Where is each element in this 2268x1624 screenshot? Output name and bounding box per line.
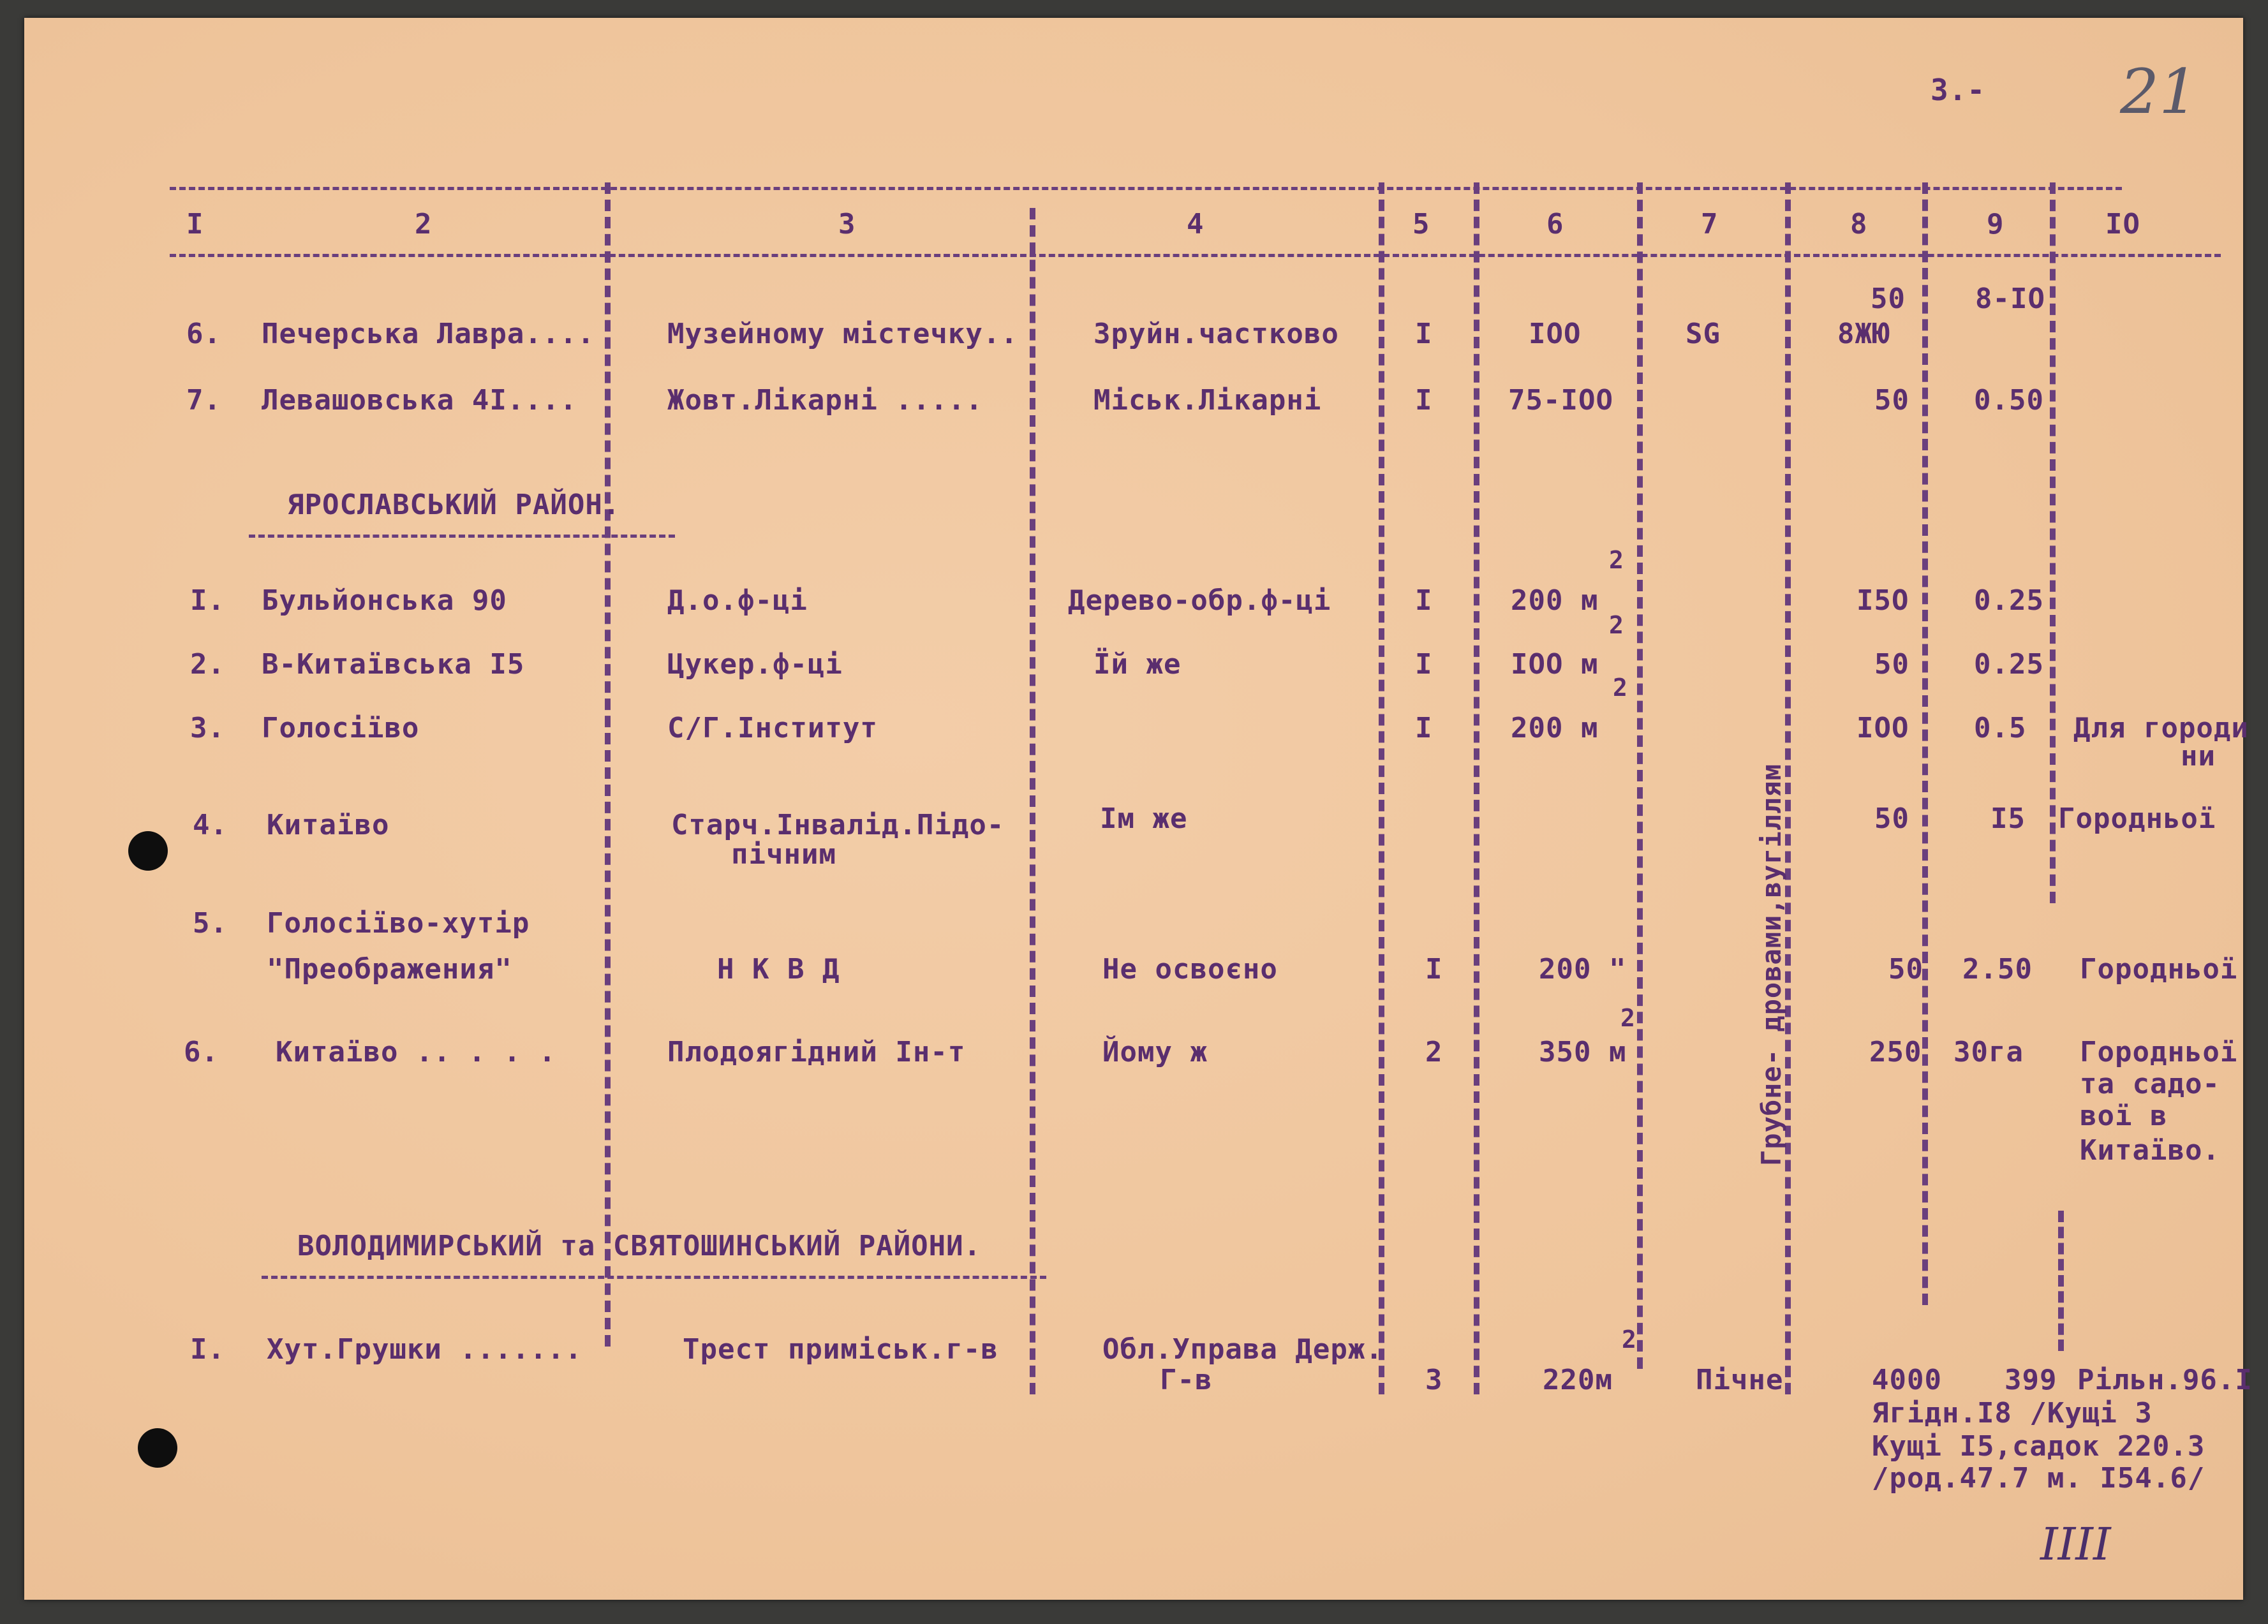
- row-address: Китаїво: [267, 809, 390, 841]
- row-col5: I: [1415, 584, 1433, 617]
- row-address: Левашовська 4I....: [262, 384, 577, 417]
- row-former-owner: Обл.Управа Держ.: [1102, 1333, 1383, 1366]
- row-col9: 2.50: [1962, 953, 2033, 985]
- col-divider-5-6: [1474, 182, 1479, 1394]
- row-number: I.: [190, 1333, 225, 1366]
- row-col10-line2: та садо-: [2080, 1068, 2220, 1100]
- col-divider-8-9: [1922, 182, 1928, 1305]
- col-divider-4-5: [1379, 182, 1384, 1394]
- col-divider-3-4: [1030, 208, 1035, 1394]
- row-col6-sup: 2: [1622, 1325, 1637, 1354]
- row-former-owner: Ім же: [1100, 802, 1188, 835]
- section-heading-yaroslavsky: ЯРОСЛАВСЬКИЙ РАЙОН.: [287, 489, 621, 521]
- row-assigned-to: Жовт.Лікарні .....: [667, 384, 983, 417]
- col-header-5: 5: [1412, 208, 1430, 240]
- row-col6-sup: 2: [1613, 674, 1628, 702]
- col-header-9: 9: [1987, 208, 2005, 240]
- row-col7: Пічне: [1696, 1364, 1784, 1396]
- row-assigned-to: Плодоягідний Ін-т: [667, 1036, 966, 1068]
- row-col6: IOO м: [1511, 648, 1599, 681]
- row-col10: Городньої: [2080, 953, 2238, 985]
- section-underline: [249, 535, 675, 538]
- row-number: 2.: [190, 648, 225, 681]
- row-number: 6.: [184, 1036, 219, 1068]
- col-header-6: 6: [1546, 208, 1564, 240]
- row-col10: Для городи: [2073, 712, 2249, 744]
- row-number: I.: [190, 584, 225, 617]
- row-former-owner: Зруйн.частково: [1093, 318, 1339, 350]
- row-address: Голосіїво: [262, 712, 420, 744]
- row-col5: I: [1415, 318, 1433, 350]
- row-col8: I5O: [1857, 584, 1909, 617]
- row-number: 4.: [193, 809, 228, 841]
- row-col10-line4: Китаїво.: [2080, 1134, 2220, 1167]
- row-col5: I: [1415, 712, 1433, 744]
- col-header-8: 8: [1850, 208, 1868, 240]
- row-col8: IOO: [1857, 712, 1909, 744]
- row-col10-line3: вої в: [2080, 1100, 2168, 1132]
- row-number: 7.: [186, 384, 221, 417]
- row-col9: 30га: [1953, 1036, 2024, 1068]
- col-header-4: 4: [1187, 208, 1204, 240]
- row-col6-sup: 2: [1609, 546, 1624, 574]
- row-col7: SG: [1686, 318, 1721, 350]
- row-assigned-to: С/Г.Інститут: [667, 712, 878, 744]
- header-bottom-rule: [170, 254, 2221, 257]
- row-col9: 399: [2005, 1364, 2057, 1396]
- row-col6: 220м: [1543, 1364, 1613, 1396]
- row-col6: 350 м: [1539, 1036, 1627, 1068]
- col-header-2: 2: [415, 208, 433, 240]
- row-col8: 50: [1874, 802, 1909, 835]
- header-top-rule: [170, 187, 2122, 190]
- row-col6: 200 м: [1511, 584, 1599, 617]
- row-col8: 50: [1874, 648, 1909, 681]
- row-former-owner-line2: Г-в: [1160, 1364, 1213, 1396]
- row-col8: 4000: [1872, 1364, 1942, 1396]
- row-assigned-to-line2: пічним: [731, 838, 836, 871]
- row-col5: I: [1425, 953, 1443, 985]
- row-col10: Рільн.96.I: [2077, 1364, 2253, 1396]
- archive-number: 21: [2120, 56, 2198, 128]
- section-underline: [262, 1276, 1046, 1279]
- row-col6-sup: 2: [1620, 1004, 1636, 1032]
- row-col8: 50: [1874, 384, 1909, 417]
- row-col10: Городньої: [2080, 1036, 2238, 1068]
- col-divider-6-7: [1637, 182, 1643, 1369]
- row-address: Хут.Грушки .......: [267, 1333, 582, 1366]
- row-address-line2: "Преображения": [267, 953, 512, 985]
- row-col5: I: [1415, 384, 1433, 417]
- row-former-owner: Не освоєно: [1102, 953, 1278, 985]
- row-address: Китаїво .. . . .: [276, 1036, 556, 1068]
- col-divider-2-3: [605, 182, 611, 1347]
- row-address: Голосіїво-хутір: [267, 907, 530, 940]
- row-tail-line2: Кущі I5,садок 220.3: [1872, 1430, 2205, 1463]
- row-col8-top: 50: [1871, 283, 1906, 315]
- page-number: 3.-: [1931, 73, 1986, 107]
- col-header-10: IO: [2105, 208, 2140, 240]
- row-tail-line3: /род.47.7 м. I54.6/: [1872, 1462, 2205, 1495]
- row-number: 5.: [193, 907, 228, 940]
- row-col6: 200 ": [1539, 953, 1627, 985]
- punch-hole-top: [128, 831, 168, 871]
- row-assigned-to: Трест приміськ.г-в: [683, 1333, 998, 1366]
- col-divider-9-10-lower: [2058, 1211, 2064, 1351]
- row-former-owner: Йому ж: [1102, 1036, 1208, 1068]
- row-assigned-to: Цукер.ф-ці: [667, 648, 843, 681]
- document-sheet: [24, 18, 2253, 1600]
- section-heading-volodymyrsky: ВОЛОДИМИРСЬКИЙ та СВЯТОШИНСЬКИЙ РАЙОНИ.: [297, 1230, 982, 1262]
- row-col6-sup: 2: [1609, 611, 1624, 639]
- row-former-owner: Їй же: [1093, 648, 1182, 681]
- row-col10-line2: ни: [2181, 740, 2216, 772]
- footer-mark: IIII: [2040, 1518, 2111, 1570]
- row-former-owner: Міськ.Лікарні: [1093, 384, 1322, 417]
- row-address: В-Китаївська I5: [262, 648, 525, 681]
- col-header-3: 3: [838, 208, 856, 240]
- row-col9: I5: [1990, 802, 2026, 835]
- row-col6: IOO: [1529, 318, 1582, 350]
- row-col6: 75-IOO: [1508, 384, 1613, 417]
- col-header-7: 7: [1701, 208, 1719, 240]
- punch-hole-bottom: [138, 1428, 177, 1468]
- row-assigned-to: Д.о.ф-ці: [667, 584, 808, 617]
- row-col8: 250: [1869, 1036, 1922, 1068]
- row-address: Бульйонська 90: [262, 584, 507, 617]
- row-col9: 0.25: [1974, 584, 2044, 617]
- row-col5: 2: [1425, 1036, 1443, 1068]
- col7-vertical-note: Грубне- дровами,вугіллям: [1756, 764, 1787, 1166]
- col-header-1: I: [186, 208, 204, 240]
- row-assigned-to: Старч.Інвалід.Підо-: [671, 809, 1005, 841]
- row-address: Печерська Лавра....: [262, 318, 595, 350]
- row-col9: 0.50: [1974, 384, 2044, 417]
- row-col5: 3: [1425, 1364, 1443, 1396]
- row-former-owner: Дерево-обр.ф-ці: [1068, 584, 1331, 617]
- row-col9: 0.25: [1974, 648, 2044, 681]
- row-col8: 50: [1888, 953, 1923, 985]
- row-col9: 0.5: [1974, 712, 2027, 744]
- row-number: 6.: [186, 318, 221, 350]
- row-col5: I: [1415, 648, 1433, 681]
- row-col8: 8ЖЮ: [1837, 318, 1890, 350]
- row-number: 3.: [190, 712, 225, 744]
- row-assigned-to: Н К В Д: [717, 953, 840, 985]
- row-col9: 8-IO: [1975, 283, 2045, 315]
- row-assigned-to: Музейному містечку..: [667, 318, 1018, 350]
- row-tail-line1: Ягідн.I8 /Кущі 3: [1872, 1397, 2153, 1429]
- row-col10: Городньої: [2058, 802, 2216, 835]
- row-col6: 200 м: [1511, 712, 1599, 744]
- col-divider-9-10: [2050, 182, 2056, 903]
